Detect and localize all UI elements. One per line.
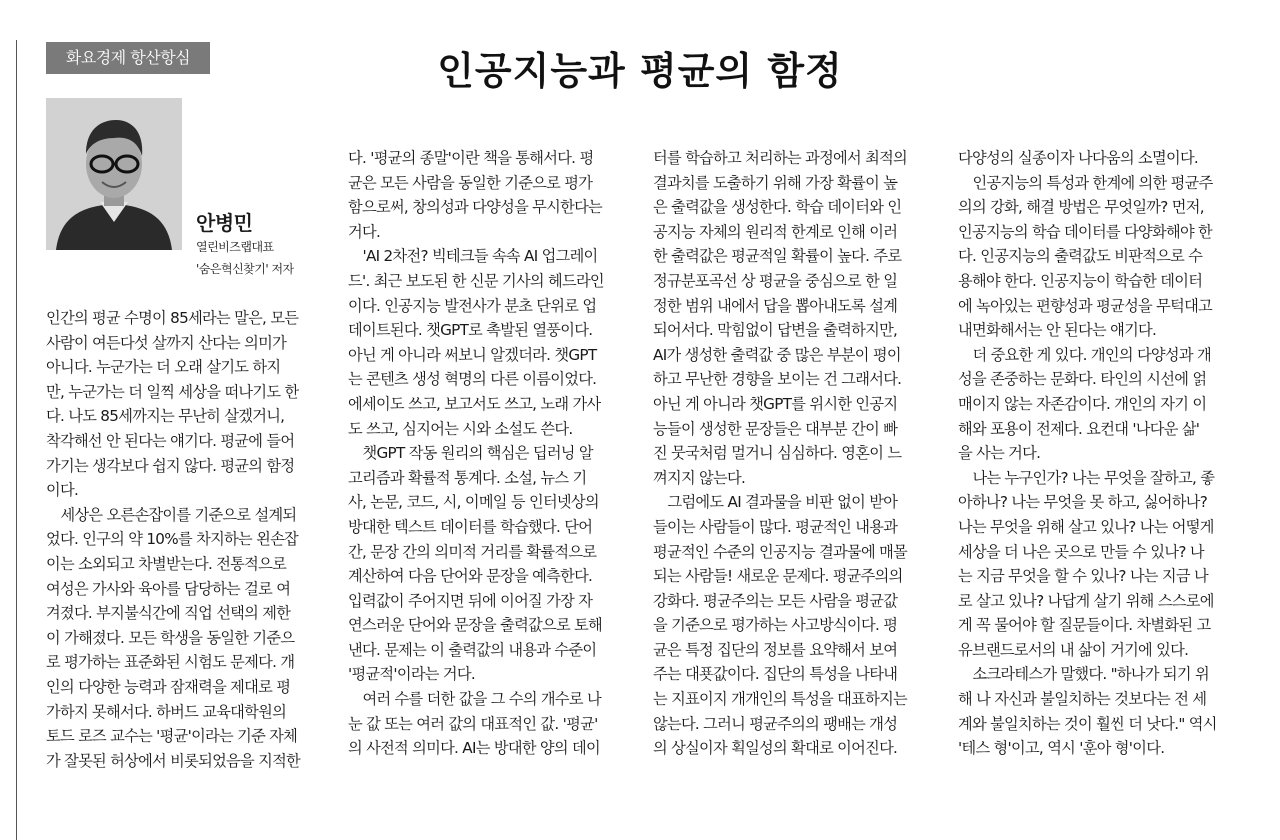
text-line: 들이는 사람들이 많다. 평균적인 내용과 xyxy=(653,517,898,536)
text-line: '테스 형'이고, 역시 '훈아 형'이다. xyxy=(958,739,1165,758)
text-line: 정규분포곡선 상 평균을 중심으로 한 일 xyxy=(653,271,898,290)
text-line: 인공지능의 특성과 한계에 의한 평균주 xyxy=(958,173,1213,192)
text-line: 함으로써, 창의성과 다양성을 무시한다는 xyxy=(348,198,603,217)
text-line: 인의 다양한 능력과 잠재력을 제대로 평 xyxy=(46,677,291,696)
text-line: 방대한 텍스트 데이터를 학습했다. 단어 xyxy=(348,517,593,536)
text-line: 다. 나도 85세까지는 무난히 살겠거니, xyxy=(46,407,285,426)
text-line: 계산하여 다음 단어와 문장을 예측한다. xyxy=(348,567,593,586)
text-line: 데이트된다. 챗GPT로 촉발된 열풍이다. xyxy=(348,321,593,340)
text-line: 토드 로즈 교수는 '평균'이라는 기준 자체 xyxy=(46,727,298,746)
text-line: 되어서다. 막힘없이 답변을 출력하지만, xyxy=(653,321,898,340)
text-line: 유브랜드로서의 내 삶이 거기에 있다. xyxy=(958,640,1189,659)
text-line: 연스러운 단어와 문장을 출력값으로 토해 xyxy=(348,616,603,635)
text-line: 고리즘과 확률적 통계다. 소설, 뉴스 기 xyxy=(348,468,587,487)
text-line: 다양성의 실종이자 나다움의 소멸이다. xyxy=(958,149,1199,167)
text-line: 진 뭇국처럼 멀거니 심심하다. 영혼이 느 xyxy=(653,444,902,463)
text-line: 아니다. 누군가는 더 오래 살기도 하지 xyxy=(46,358,281,377)
text-line: 입력값이 주어지면 뒤에 이어질 가장 자 xyxy=(348,591,593,610)
article-column-3 xyxy=(653,146,939,761)
text-line: 아하나? 나는 무엇을 못 하고, 싫어하나? xyxy=(958,493,1208,512)
text-line: 거다. xyxy=(348,222,381,241)
text-line: 이다. xyxy=(46,481,79,500)
text-line: 강화다. 평균주의는 모든 사람을 평균값 xyxy=(653,591,898,610)
text-line: 해 나 자신과 불일치하는 것보다는 전 세 xyxy=(958,690,1207,709)
text-line: 의의 강화, 해결 방법은 무엇일까? 먼저, xyxy=(958,198,1204,217)
text-line: 인간의 평균 수명이 85세라는 말은, 모든 xyxy=(46,309,299,327)
text-line: 'AI 2차전? 빅테크들 속속 AI 업그레이 xyxy=(348,247,598,266)
text-line: 는 콘텐츠 생성 혁명의 다른 이름이었다. xyxy=(348,370,597,389)
author-info xyxy=(196,210,294,280)
text-line: 의 상실이자 획일성의 확대로 이어진다. xyxy=(653,739,898,758)
text-line: 에세이도 쓰고, 보고서도 쓰고, 노래 가사 xyxy=(348,394,601,413)
text-line: 해와 포용이 전제다. 요컨대 '나다운 삶' xyxy=(958,419,1200,438)
text-line: 내면화해서는 안 된다는 얘기다. xyxy=(958,321,1157,340)
text-line: 로 평가하는 표준화된 시험도 문제다. 개 xyxy=(46,653,295,672)
section-badge: 화요경제 항산항심 xyxy=(46,42,210,74)
text-line: 은 출력값을 생성한다. 학습 데이터와 인 xyxy=(653,198,902,217)
text-line: 나는 누구인가? 나는 무엇을 잘하고, 좋 xyxy=(958,468,1215,487)
text-line: 결과치를 도출하기 위해 가장 확률이 높 xyxy=(653,173,898,192)
text-line: 주는 대푯값이다. 집단의 특성을 나타내 xyxy=(653,665,898,684)
text-line: 이다. 인공지능 발전사가 분초 단위로 업 xyxy=(348,296,597,315)
left-column-rule xyxy=(16,40,17,840)
text-line: 하고 무난한 경향을 보이는 건 그래서다. xyxy=(653,370,902,389)
article-headline: 인공지능과 평균의 함정 xyxy=(437,48,843,93)
text-line: 되는 사람들! 새로운 문제다. 평균주의의 xyxy=(653,567,903,586)
text-line: 용해야 한다. 인공지능이 학습한 데이터 xyxy=(958,271,1203,290)
text-line: 계와 불일치하는 것이 훨씬 더 낫다." 역시 xyxy=(958,714,1217,733)
text-line: 이 가해졌다. 모든 학생을 동일한 기준으 xyxy=(46,628,295,647)
article-column-2 xyxy=(348,146,634,761)
text-line: 는 지표이지 개개인의 특성을 대표하지는 xyxy=(653,690,908,709)
text-line: 챗GPT 작동 원리의 핵심은 딥러닝 알 xyxy=(348,444,593,463)
text-line: 다. '평균의 종말'이란 책을 통해서다. 평 xyxy=(348,149,594,167)
text-line: 는 지금 무엇을 할 수 있나? 나는 지금 나 xyxy=(958,567,1208,586)
text-line: 세상을 더 나은 곳으로 만들 수 있나? 나 xyxy=(958,542,1204,561)
text-line: 낸다. 문제는 이 출력값의 내용과 수준이 xyxy=(348,640,597,659)
text-line: 의 사전적 의미다. AI는 방대한 양의 데이 xyxy=(348,739,600,758)
text-line: 평균적인 수준의 인공지능 결과물에 매몰 xyxy=(653,542,908,561)
text-line: 그럼에도 AI 결과물을 비판 없이 받아 xyxy=(653,493,898,512)
text-line: 정한 범위 내에서 답을 뽑아내도록 설계 xyxy=(653,296,898,315)
text-line: 여러 수를 더한 값을 그 수의 개수로 나 xyxy=(348,690,601,709)
text-line: 가하지 못해서다. 하버드 교육대학원의 xyxy=(46,702,287,721)
author-role: 열린비즈랩대표 xyxy=(196,240,274,254)
text-line: 사람이 여든다섯 살까지 산다는 의미가 xyxy=(46,333,287,352)
text-line: 아닌 게 아니라 챗GPT를 위시한 인공지 xyxy=(653,394,898,413)
text-line: 터를 학습하고 처리하는 과정에서 최적의 xyxy=(653,149,908,167)
text-line: 겨졌다. 부지불식간에 직업 선택의 제한 xyxy=(46,604,291,623)
text-line: 더 중요한 게 있다. 개인의 다양성과 개 xyxy=(958,345,1211,364)
text-line: 었다. 인구의 약 10%를 차지하는 왼손잡 xyxy=(46,530,299,549)
author-photo xyxy=(46,98,182,250)
text-line: 이는 소외되고 차별받는다. 전통적으로 xyxy=(46,554,287,573)
text-line: 을 기준으로 평가하는 사고방식이다. 평 xyxy=(653,616,898,635)
text-line: 인공지능의 학습 데이터를 다양화해야 한 xyxy=(958,222,1213,241)
text-line: 매이지 않는 자존감이다. 개인의 자기 이 xyxy=(958,394,1207,413)
text-line: 공지능 자체의 원리적 한계로 인해 이러 xyxy=(653,222,898,241)
text-line: 균은 모든 사람을 동일한 기준으로 평가 xyxy=(348,173,593,192)
text-line: 간, 문장 간의 의미적 거리를 확률적으로 xyxy=(348,542,597,561)
text-line: 않는다. 그러니 평균주의의 팽배는 개성 xyxy=(653,714,898,733)
text-line: 로 살고 있나? 나답게 살기 위해 스스로에 xyxy=(958,591,1214,610)
text-line: 다. 인공지능의 출력값도 비판적으로 수 xyxy=(958,247,1203,266)
text-line: 성을 존중하는 문화다. 타인의 시선에 얽 xyxy=(958,370,1207,389)
author-book: '숨은혁신찾기' 저자 xyxy=(196,262,294,276)
text-line: 능들이 생성한 문장들은 대부분 간이 빠 xyxy=(653,419,898,438)
text-line: 균은 특정 집단의 정보를 요약해서 보여 xyxy=(653,640,898,659)
text-line: AI가 생성한 출력값 중 많은 부분이 평이 xyxy=(653,345,901,364)
text-line: 아닌 게 아니라 써보니 알겠더라. 챗GPT xyxy=(348,345,597,364)
author-name: 안병민 xyxy=(196,211,253,235)
article-column-4 xyxy=(958,146,1244,761)
text-line: 에 녹아있는 편향성과 평균성을 무턱대고 xyxy=(958,296,1213,315)
text-line: 사, 논문, 코드, 시, 이메일 등 인터넷상의 xyxy=(348,493,599,512)
text-line: 드'. 최근 보도된 한 신문 기사의 헤드라인 xyxy=(348,271,604,290)
text-line: 한 출력값은 평균적일 확률이 높다. 주로 xyxy=(653,247,902,266)
text-line: 가 잘못된 허상에서 비롯되었음을 지적한 xyxy=(46,751,301,770)
text-line: 도 쓰고, 심지어는 시와 소설도 쓴다. xyxy=(348,419,573,438)
text-line: 착각해선 안 된다는 얘기다. 평균에 들어 xyxy=(46,431,295,450)
text-line: 게 꼭 물어야 할 질문들이다. 차별화된 고 xyxy=(958,616,1211,635)
article-column-1 xyxy=(46,306,328,773)
text-line: 껴지지 않는다. xyxy=(653,468,746,487)
text-line: 세상은 오른손잡이를 기준으로 설계되 xyxy=(46,505,297,524)
text-line: '평균적'이라는 거다. xyxy=(348,665,475,684)
text-line: 여성은 가사와 육아를 담당하는 걸로 여 xyxy=(46,579,291,598)
text-line: 눈 값 또는 여러 값의 대표적인 값. '평균' xyxy=(348,714,598,733)
text-line: 소크라테스가 말했다. "하나가 되기 위 xyxy=(958,665,1209,684)
text-line: 을 사는 거다. xyxy=(958,444,1041,463)
text-line: 만, 누군가는 더 일찍 세상을 떠나기도 한 xyxy=(46,382,299,401)
text-line: 나는 무엇을 위해 살고 있나? 나는 어떻게 xyxy=(958,517,1214,536)
text-line: 가기는 생각보다 쉽지 않다. 평균의 함정 xyxy=(46,456,295,475)
